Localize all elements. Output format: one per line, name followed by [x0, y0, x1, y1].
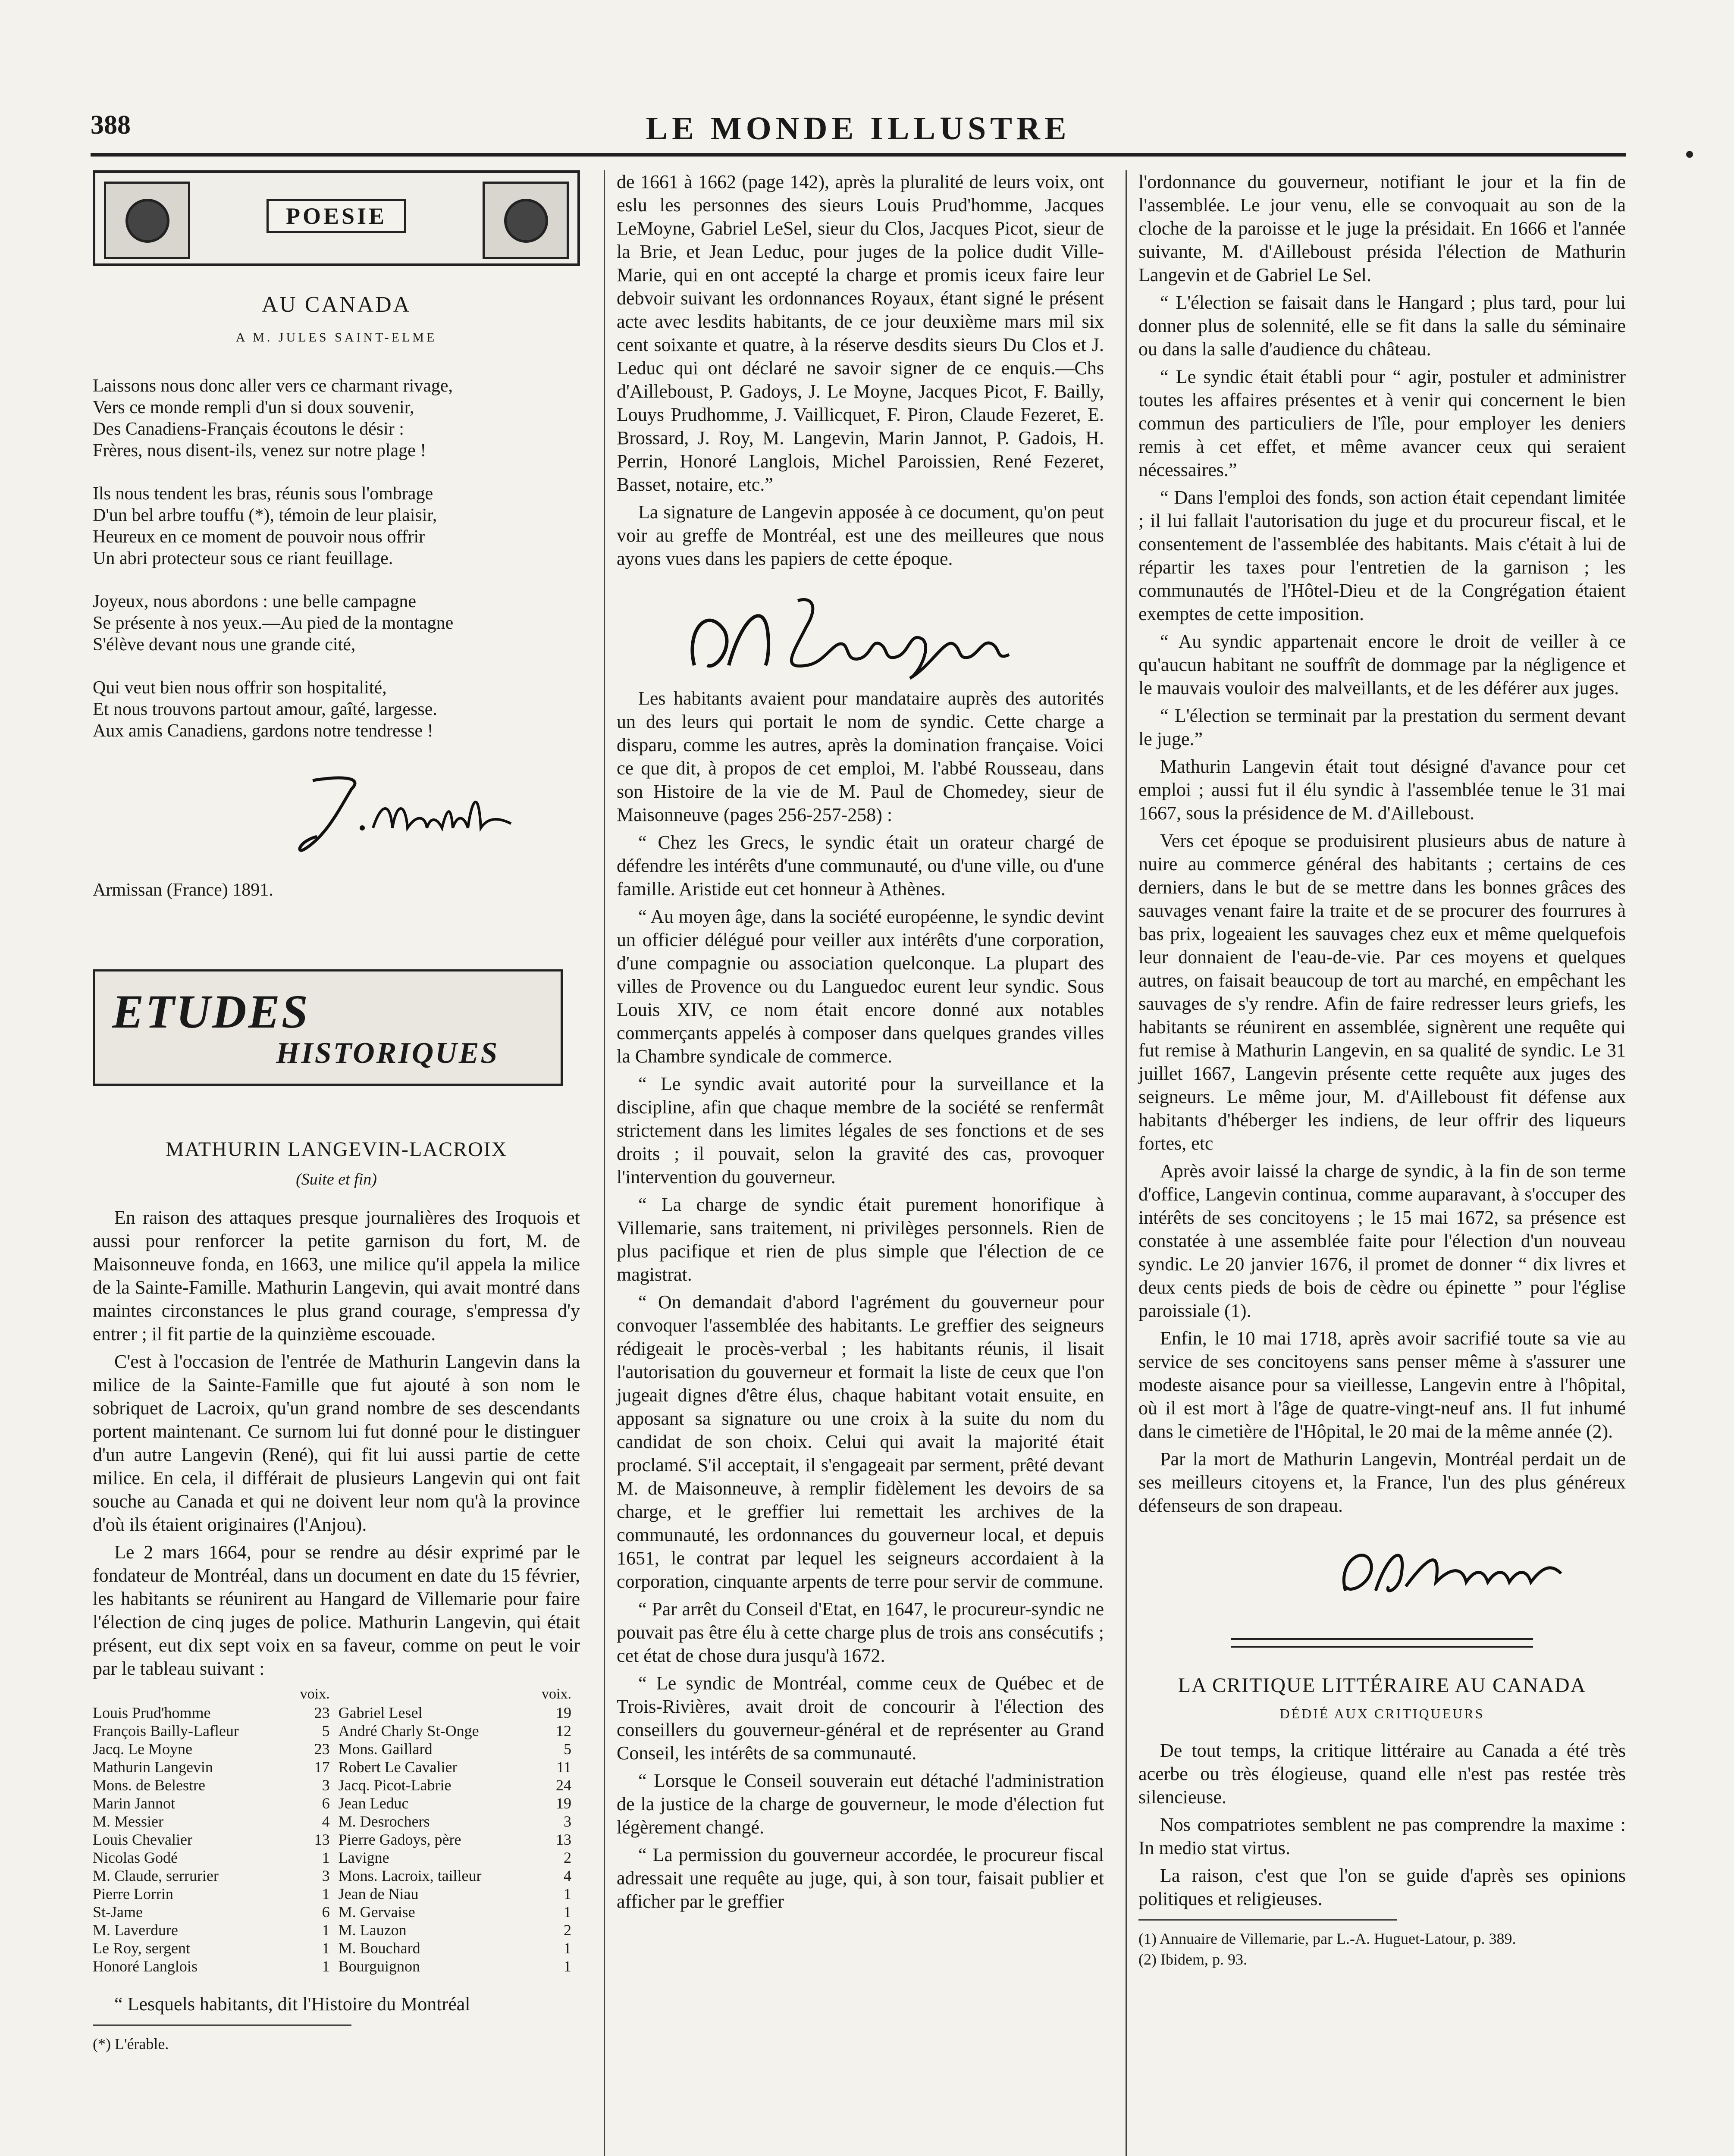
vote-count: 19	[556, 1795, 571, 1812]
vote-count: 1	[322, 1849, 330, 1866]
vote-count: 6	[322, 1903, 330, 1921]
poem-place: Armissan (France) 1891.	[93, 880, 273, 900]
vote-count: 1	[322, 1885, 330, 1902]
vote-count: 17	[314, 1758, 330, 1776]
article-paragraph: “ On demandait d'abord l'agrément du gouverneur pour convoquer l'assemblée des habitants. Le greffier des seigneurs rédigeait le procès-verbal ; les habitants réunis, il lisait l'autorisation du gouverneur et formait la liste de ceux que l'on jugeait dignes d'être élus, chaque habitant votait ensuite, en apposant sa signature ou une croix à la suite du nom du candidat de son choix. Celui qui avait la majorité était proclamé. S'il acceptait, il s'engageait par serment, prêté devant M. de Maisonneuve, à remplir fidèlement les devoirs de sa charge, et le greffier lui remettait les archives de la communauté, les ordonnances du gouverneur local, et depuis 1651, le contrat par lequel les seigneurs accordaient à la corporation, cinquante arpents de terre pour servir de commune.	[617, 1291, 1104, 1592]
vote-count: 23	[314, 1704, 330, 1721]
candidate-name: Pierre Gadoys, père	[338, 1831, 461, 1848]
votes-row	[93, 1812, 580, 1830]
candidate-name: André Charly St-Onge	[338, 1722, 479, 1739]
vote-count: 1	[322, 1940, 330, 1957]
page-header	[91, 110, 1626, 149]
column-3	[1138, 170, 1626, 1971]
vote-count: 13	[314, 1831, 330, 1848]
candidate-name: Honoré Langlois	[93, 1958, 198, 1975]
dumont-signature	[1138, 1522, 1626, 1621]
candidate-name: Robert Le Cavalier	[338, 1758, 458, 1776]
langevin-signature	[617, 575, 1104, 687]
candidate-name: François Bailly-Lafleur	[93, 1722, 239, 1739]
article-paragraph: “ La permission du gouverneur accordée, le procureur fiscal adressait une requête au juge, qui, à son tour, faisait publier et afficher par le greffier	[617, 1844, 1104, 1912]
footnote-rule	[1138, 1919, 1397, 1921]
vote-count: 3	[322, 1867, 330, 1884]
signature-dumont-icon	[1320, 1526, 1578, 1612]
article-paragraph: Le 2 mars 1664, pour se rendre au désir exprimé par le fondateur de Montréal, dans un document en date du 15 février, les habitants se réunirent au Hangard de Villemarie pour faire l'élection de cinq juges de police. Mathurin Langevin, qui était présent, eut dix sept voix en sa faveur, comme on peut le voir par le tableau suivant :	[93, 1542, 580, 1679]
vote-count: 5	[564, 1740, 571, 1758]
article-paragraph: Après avoir laissé la charge de syndic, à la fin de son terme d'office, Langevin continua, comme auparavant, à s'occuper des intérêts de ses concitoyens ; le 15 mai 1672, sa présence est constatée à une assemblée faite pour l'élection d'un nouveau syndic. Le 20 janvier 1676, il promet de donner “ dix livres et deux cents pieds de bois de cèdre ou épinette ” pour l'église paroissiale (1).	[1138, 1160, 1626, 1321]
votes-row	[93, 1885, 580, 1903]
votes-row	[93, 1849, 580, 1867]
vote-count: 19	[556, 1704, 571, 1721]
candidate-name: Louis Prud'homme	[93, 1704, 211, 1721]
candidate-name: Louis Chevalier	[93, 1831, 192, 1848]
candidate-name: M. Bouchard	[338, 1940, 420, 1957]
votes-row	[93, 1939, 580, 1957]
vote-count: 3	[564, 1813, 571, 1830]
stanza-2: Ils nous tendent les bras, réunis sous l'ombrage D'un bel arbre touffu (*), témoin de leur plaisir, Heureux en ce moment de pouvoir nous offrir Un abri protecteur sous ce riant feuillage.	[93, 484, 437, 568]
critique-dedication: DÉDIÉ AUX CRITIQUEURS	[1279, 1706, 1485, 1721]
vote-count: 23	[314, 1740, 330, 1758]
column-rule	[604, 170, 605, 2156]
candidate-name: M. Messier	[93, 1813, 163, 1830]
column-rule	[1126, 170, 1127, 2156]
article-paragraph: La signature de Langevin apposée à ce document, qu'on peut voir au greffe de Montréal, est une des meilleures que nous ayons vues dans les papiers de cette époque.	[617, 501, 1104, 569]
article-paragraph: Nos compatriotes semblent ne pas comprendre la maxime : In medio stat virtus.	[1138, 1814, 1626, 1858]
vote-count: 1	[564, 1885, 571, 1902]
candidate-name: Jean Leduc	[338, 1795, 409, 1812]
poem-dedication: A M. JULES SAINT-ELME	[235, 330, 437, 345]
votes-row	[93, 1921, 580, 1939]
article-paragraph: “ Au syndic appartenait encore le droit de veiller à ce qu'aucun habitant ne souffrît de dommage par la négligence et le mauvais vouloir des malveillants, et de les déférer aux juges.	[1138, 631, 1626, 699]
article-paragraph: “ Au moyen âge, dans la société européenne, le syndic devint un officier délégué pour veiller aux intérêts d'une corporation, d'une compagnie ou association quelconque. La plupart des villes de Provence ou du Languedoc eurent leur syndic. Sous Louis XIV, ce nom était encore donné aux notables commerçants appelés à composer dans quelques grandes villes la Chambre syndicale de commerce.	[617, 906, 1104, 1067]
stanza-4: Qui veut bien nous offrir son hospitalité, Et nous trouvons partout amour, gaîté, largesse. Aux amis Canadiens, gardons notre tendresse !	[93, 678, 437, 741]
article-paragraph: La raison, c'est que l'on se guide d'après ses opinions politiques et religieuses.	[1138, 1865, 1626, 1909]
candidate-name: M. Gervaise	[338, 1903, 415, 1921]
section-divider	[1231, 1638, 1533, 1648]
article-paragraph: “ Le syndic était établi pour “ agir, postuler et administrer toutes les affaires présentes et à venir qui concernent le bien commun des particuliers de l'île, pour employer les deniers remis à cet effet, et même avancer ceux qui seraient nécessaires.”	[1138, 366, 1626, 480]
vote-count: 12	[556, 1722, 571, 1739]
candidate-name: Lavigne	[338, 1849, 389, 1866]
vote-count: 11	[556, 1758, 571, 1776]
article-paragraph: “ L'élection se faisait dans le Hangard ; plus tard, pour lui donner plus de solennité, elle se fit dans la salle du séminaire ou dans la salle d'audience du château.	[1138, 292, 1626, 360]
candidate-name: M. Claude, serrurier	[93, 1867, 219, 1884]
vote-count: 3	[322, 1777, 330, 1794]
vote-count: 1	[322, 1958, 330, 1975]
poesie-banner	[93, 170, 580, 266]
stanza-1: Laissons nous donc aller vers ce charmant rivage, Vers ce monde rempli d'un si doux souvenir, Des Canadiens-Français écoutons le désir : Frères, nous disent-ils, venez sur notre plage !	[93, 376, 453, 461]
candidate-name: Nicolas Godé	[93, 1849, 178, 1866]
vote-count: 1	[564, 1903, 571, 1921]
footnotes	[1138, 1929, 1626, 1969]
candidate-name: Jacq. Le Moyne	[93, 1740, 192, 1758]
votes-row	[93, 1794, 580, 1812]
votes-table: voix. voix. Louis Prud'homme 23 Gabriel Lesel 19 François Bailly-Lafleur 5 André Charly St-Onge 12 Jacq. Le Moyne 23 Mons. Gaillard 5 Mathurin Langevin 17 Robert Le Cavalier 11 Mons. de Belestre 3 Jacq. Picot-Labrie 24 Marin Jannot 6 Jean Leduc 19 M. Messier 4 M. Desrochers 3 Louis Chevalier 13 Pierre Gadoys, père 13 Nicolas Godé 1 Lavigne 2 M. Claude, serrurier 3 Mons. Lacroix, tailleur 4 Pierre Lorrin 1 Jean de Niau 1 St-Jame 6 M. Gervaise 1 M. Laverdure 1 M. Lauzon 2 Le Roy, sergent 1 M. Bouchard 1 Honoré Langlois 1 Bourguignon 1	[93, 1685, 580, 1975]
article-paragraph: de 1661 à 1662 (page 142), après la pluralité de leurs voix, ont eslu les personnes des sieurs Louis Prud'homme, Jacques LeMoyne, Gabriel LeSel, sieur du Clos, Jacques Picot, sieur de la Brie, et Jean Leduc, pour juges de la police dudit Ville-Marie, qui en ont accepté la charge et promis iceux faire leur debvoir suivant les ordonnances Royaux, étant signé le présent acte avec lesdits habitants, de ce jour deuxième mars mil six cent soixante et quatre, à la réserve desdits sieurs Du Clos et J. Leduc qui ont déclaré ne savoir signer de ce enquis.—Chs d'Ailleboust, P. Gadoys, J. Le Moyne, Jacques Picot, F. Bailly, Louys Prudhomme, J. Vaillicquet, F. Piron, Claude Fezeret, E. Brossard, J. Roy, M. Langevin, Marin Jannot, P. Gadois, H. Perrin, Honoré Langlois, Michel Paroissien, René Fezeret, Basset, notaire, etc.”	[617, 171, 1104, 495]
votes-row	[93, 1776, 580, 1794]
vote-count: 1	[564, 1958, 571, 1975]
votes-row	[93, 1758, 580, 1776]
article-subtitle: (Suite et fin)	[296, 1170, 377, 1188]
ornament-left-icon	[104, 182, 190, 259]
article-paragraph: Les habitants avaient pour mandataire auprès des autorités un des leurs qui portait le nom de syndic. Cette charge a disparu, comme les autres, après la domination française. Voici ce que dit, à propos de cet emploi, M. l'abbé Rousseau, dans son Histoire de la vie de M. Paul de Chomedey, sieur de Maisonneuve (pages 256-257-258) :	[617, 688, 1104, 825]
vote-count: 1	[322, 1921, 330, 1939]
article-paragraph: Enfin, le 10 mai 1718, après avoir sacrifié toute sa vie au service de ses concitoyens sans penser même à s'assurer une modeste aisance pour sa vieillesse, Langevin entre à l'hôpital, où il est mort à l'âge de quatre-vingt-neuf ans. Il fut inhumé dans le cimetière de l'Hôpital, le 20 mai de la même année (2).	[1138, 1328, 1626, 1442]
footnote-rule	[93, 2024, 351, 2026]
votes-row	[93, 1867, 580, 1885]
article-paragraph: Vers cet époque se produisirent plusieurs abus de nature à nuire au commerce général des habitants ; certains de ces derniers, dans le but de se mettre dans les bonnes grâces des sauvages venant faire la traite et de se procurer des fourrures à bas prix, logeaient les sauvages chez eux et même quelquefois leur donnaient de l'eau-de-vie. Par ces moyens et quelques autres, on faisait beaucoup de tort au marché, en empêchant les sauvages de s'y rendre. Afin de faire redresser leurs griefs, les habitants se réunirent en assemblée, signèrent une requête qui fut remise à Mathurin Langevin, en sa qualité de syndic. Le 31 juillet 1667, Langevin présente cette requête aux juges des seigneurs. Le même jour, M. d'Ailleboust fit défense aux habitants d'héberger les indiens, de leur offrir des liqueurs fortes, etc	[1138, 830, 1626, 1154]
candidate-name: Le Roy, sergent	[93, 1940, 190, 1957]
article-paragraph: “ La charge de syndic était purement honorifique à Villemarie, sans traitement, ni privilèges personnels. Rien de plus pacifique et rien de plus simple que l'élection de ce magistrat.	[617, 1194, 1104, 1285]
votes-row	[93, 1722, 580, 1740]
candidate-name: Gabriel Lesel	[338, 1704, 423, 1721]
vote-count: 6	[322, 1795, 330, 1812]
poem-signature	[93, 763, 580, 867]
article-paragraph: C'est à l'occasion de l'entrée de Mathurin Langevin dans la milice de la Sainte-Famille que fut ajouté à son nom le sobriquet de Lacroix, qu'un grand nombre de ses descendants portent maintenant. Ce surnom lui fut donné pour le distinguer d'un autre Langevin (René), qui fit lui aussi partie de cette milice. En cela, il différait de plusieurs Langevin qui ont fait souche au Canada et qui ne doivent leur nom qu'à la province d'où ils étaient originaires (l'Anjou).	[93, 1351, 580, 1535]
vote-count: 5	[322, 1722, 330, 1739]
article-paragraph: “ Dans l'emploi des fonds, son action était cependant limitée ; il lui fallait l'autorisation du juge et du procureur fiscal, et le consentement de l'assemblée des habitants. Mais c'était à lui de répartir les taxes pour l'entretien de la garnison ; les communautés de l'Hôtel-Dieu et de la Congrégation étaient exemptes de cette imposition.	[1138, 487, 1626, 624]
candidate-name: Mathurin Langevin	[93, 1758, 213, 1776]
article-paragraph: Par la mort de Mathurin Langevin, Montréal perdait un de ses meilleurs citoyens et, la France, l'un des plus généreux défenseurs de son drapeau.	[1138, 1448, 1626, 1516]
page-number: 388	[91, 110, 131, 140]
vote-count: 1	[564, 1940, 571, 1957]
article-paragraph: l'ordonnance du gouverneur, notifiant le jour et la fin de l'assemblée. Le jour venu, elle se convoquait au son de la cloche de la paroisse et le juge la présidait. En 1666 et l'année suivante, M. d'Ailleboust présida l'élection de Mathurin Langevin et de Gabriel Le Sel.	[1138, 171, 1626, 285]
votes-row	[93, 1830, 580, 1849]
candidate-name: Marin Jannot	[93, 1795, 175, 1812]
journal-title: LE MONDE ILLUSTRE	[646, 110, 1071, 147]
column-2	[617, 170, 1104, 1918]
footnote: (1) Annuaire de Villemarie, par L.-A. Huguet-Latour, p. 389.	[1138, 1930, 1516, 1947]
ornament-right-icon	[483, 182, 569, 259]
candidate-name: Jean de Niau	[338, 1885, 419, 1902]
candidate-name: Mons. Gaillard	[338, 1740, 433, 1758]
candidate-name: Mons. Lacroix, tailleur	[338, 1867, 482, 1884]
poesie-label: POESIE	[267, 199, 406, 233]
scan-mark	[1686, 151, 1693, 158]
article-paragraph: De tout temps, la critique littéraire au Canada a été très acerbe ou très élogieuse, quand elle n'est pas restée très silencieuse.	[1138, 1740, 1626, 1808]
candidate-name: Pierre Lorrin	[93, 1885, 173, 1902]
footnote: (2) Ibidem, p. 93.	[1138, 1951, 1247, 1968]
signature-langevin-icon	[668, 579, 1057, 687]
vote-count: 2	[564, 1921, 571, 1939]
vote-count: 4	[322, 1813, 330, 1830]
poem-title: AU CANADA	[261, 292, 411, 317]
vote-count: 24	[556, 1777, 571, 1794]
candidate-name: Jacq. Picot-Labrie	[338, 1777, 452, 1794]
column-1	[93, 170, 580, 2053]
vote-count: 4	[564, 1867, 571, 1884]
article-paragraph: “ Par arrêt du Conseil d'Etat, en 1647, le procureur-syndic ne pouvait pas être élu à cette charge plus de trois ans consécutifs ; cet état de chose dura jusqu'à 1672.	[617, 1598, 1104, 1666]
candidate-name: St-Jame	[93, 1903, 143, 1921]
article-paragraph: Mathurin Langevin était tout désigné d'avance pour cet emploi ; aussi fut il élu syndic à l'assemblée tenue le 31 mai 1667, sous la présidence de M. d'Ailleboust.	[1138, 756, 1626, 824]
votes-row	[93, 1903, 580, 1921]
vote-count: 2	[564, 1849, 571, 1866]
votes-row	[93, 1704, 580, 1722]
candidate-name: M. Lauzon	[338, 1921, 407, 1939]
article-paragraph: “ Lesquels habitants, dit l'Histoire du Montréal	[114, 1993, 470, 2015]
critique-title: LA CRITIQUE LITTÉRAIRE AU CANADA	[1178, 1674, 1587, 1697]
candidate-name: Bourguignon	[338, 1958, 420, 1975]
header-rule	[91, 153, 1626, 157]
stanza-3: Joyeux, nous abordons : une belle campagne Se présente à nos yeux.—Au pied de la montagne S'élève devant nous une grande cité,	[93, 592, 454, 655]
vote-count: 13	[556, 1831, 571, 1848]
article-paragraph: “ L'élection se terminait par la prestation du serment devant le juge.”	[1138, 705, 1626, 749]
article-paragraph: “ Le syndic avait autorité pour la surveillance et la discipline, afin que chaque membre de la société se renfermât strictement dans les limites légales de ses fonctions et de ses droits ; il pouvait, selon la gravité des cas, provoquer l'intervention du gouverneur.	[617, 1073, 1104, 1188]
footnote: (*) L'érable.	[93, 2035, 169, 2053]
votes-row	[93, 1957, 580, 1975]
candidate-name: Mons. de Belestre	[93, 1777, 205, 1794]
article-paragraph: “ Lorsque le Conseil souverain eut détaché l'administration de la justice de la charge de gouverneur, le mode d'élection fut légèrement changé.	[617, 1770, 1104, 1838]
votes-row	[93, 1740, 580, 1758]
article-paragraph: “ Chez les Grecs, le syndic était un orateur chargé de défendre les intérêts d'une communauté, ou d'une ville, ou d'une famille. Aristide eut cet honneur à Athènes.	[617, 832, 1104, 899]
candidate-name: M. Laverdure	[93, 1921, 178, 1939]
article-title: MATHURIN LANGEVIN-LACROIX	[165, 1138, 508, 1161]
candidate-name: M. Desrochers	[338, 1813, 430, 1830]
etudes-historiques-banner: ETUDES HISTORIQUES	[93, 969, 563, 1086]
article-paragraph: En raison des attaques presque journalières des Iroquois et aussi pour renforcer la petite garnison du fort, M. de Maisonneuve fonda, en 1663, une milice qu'il appela la milice de la Sainte-Famille. Mathurin Langevin, qui avait montré dans maintes circonstances le plus grand courage, s'empressa d'y entrer ; il fit partie de la quinzième escouade.	[93, 1207, 580, 1344]
signature-martinl-icon	[287, 763, 528, 862]
article-paragraph: “ Le syndic de Montréal, comme ceux de Québec et de Trois-Rivières, avait droit de concourir à l'élection des conseillers du gouverneur-général et de représenter au Grand Conseil, les intérêts de sa communauté.	[617, 1673, 1104, 1764]
